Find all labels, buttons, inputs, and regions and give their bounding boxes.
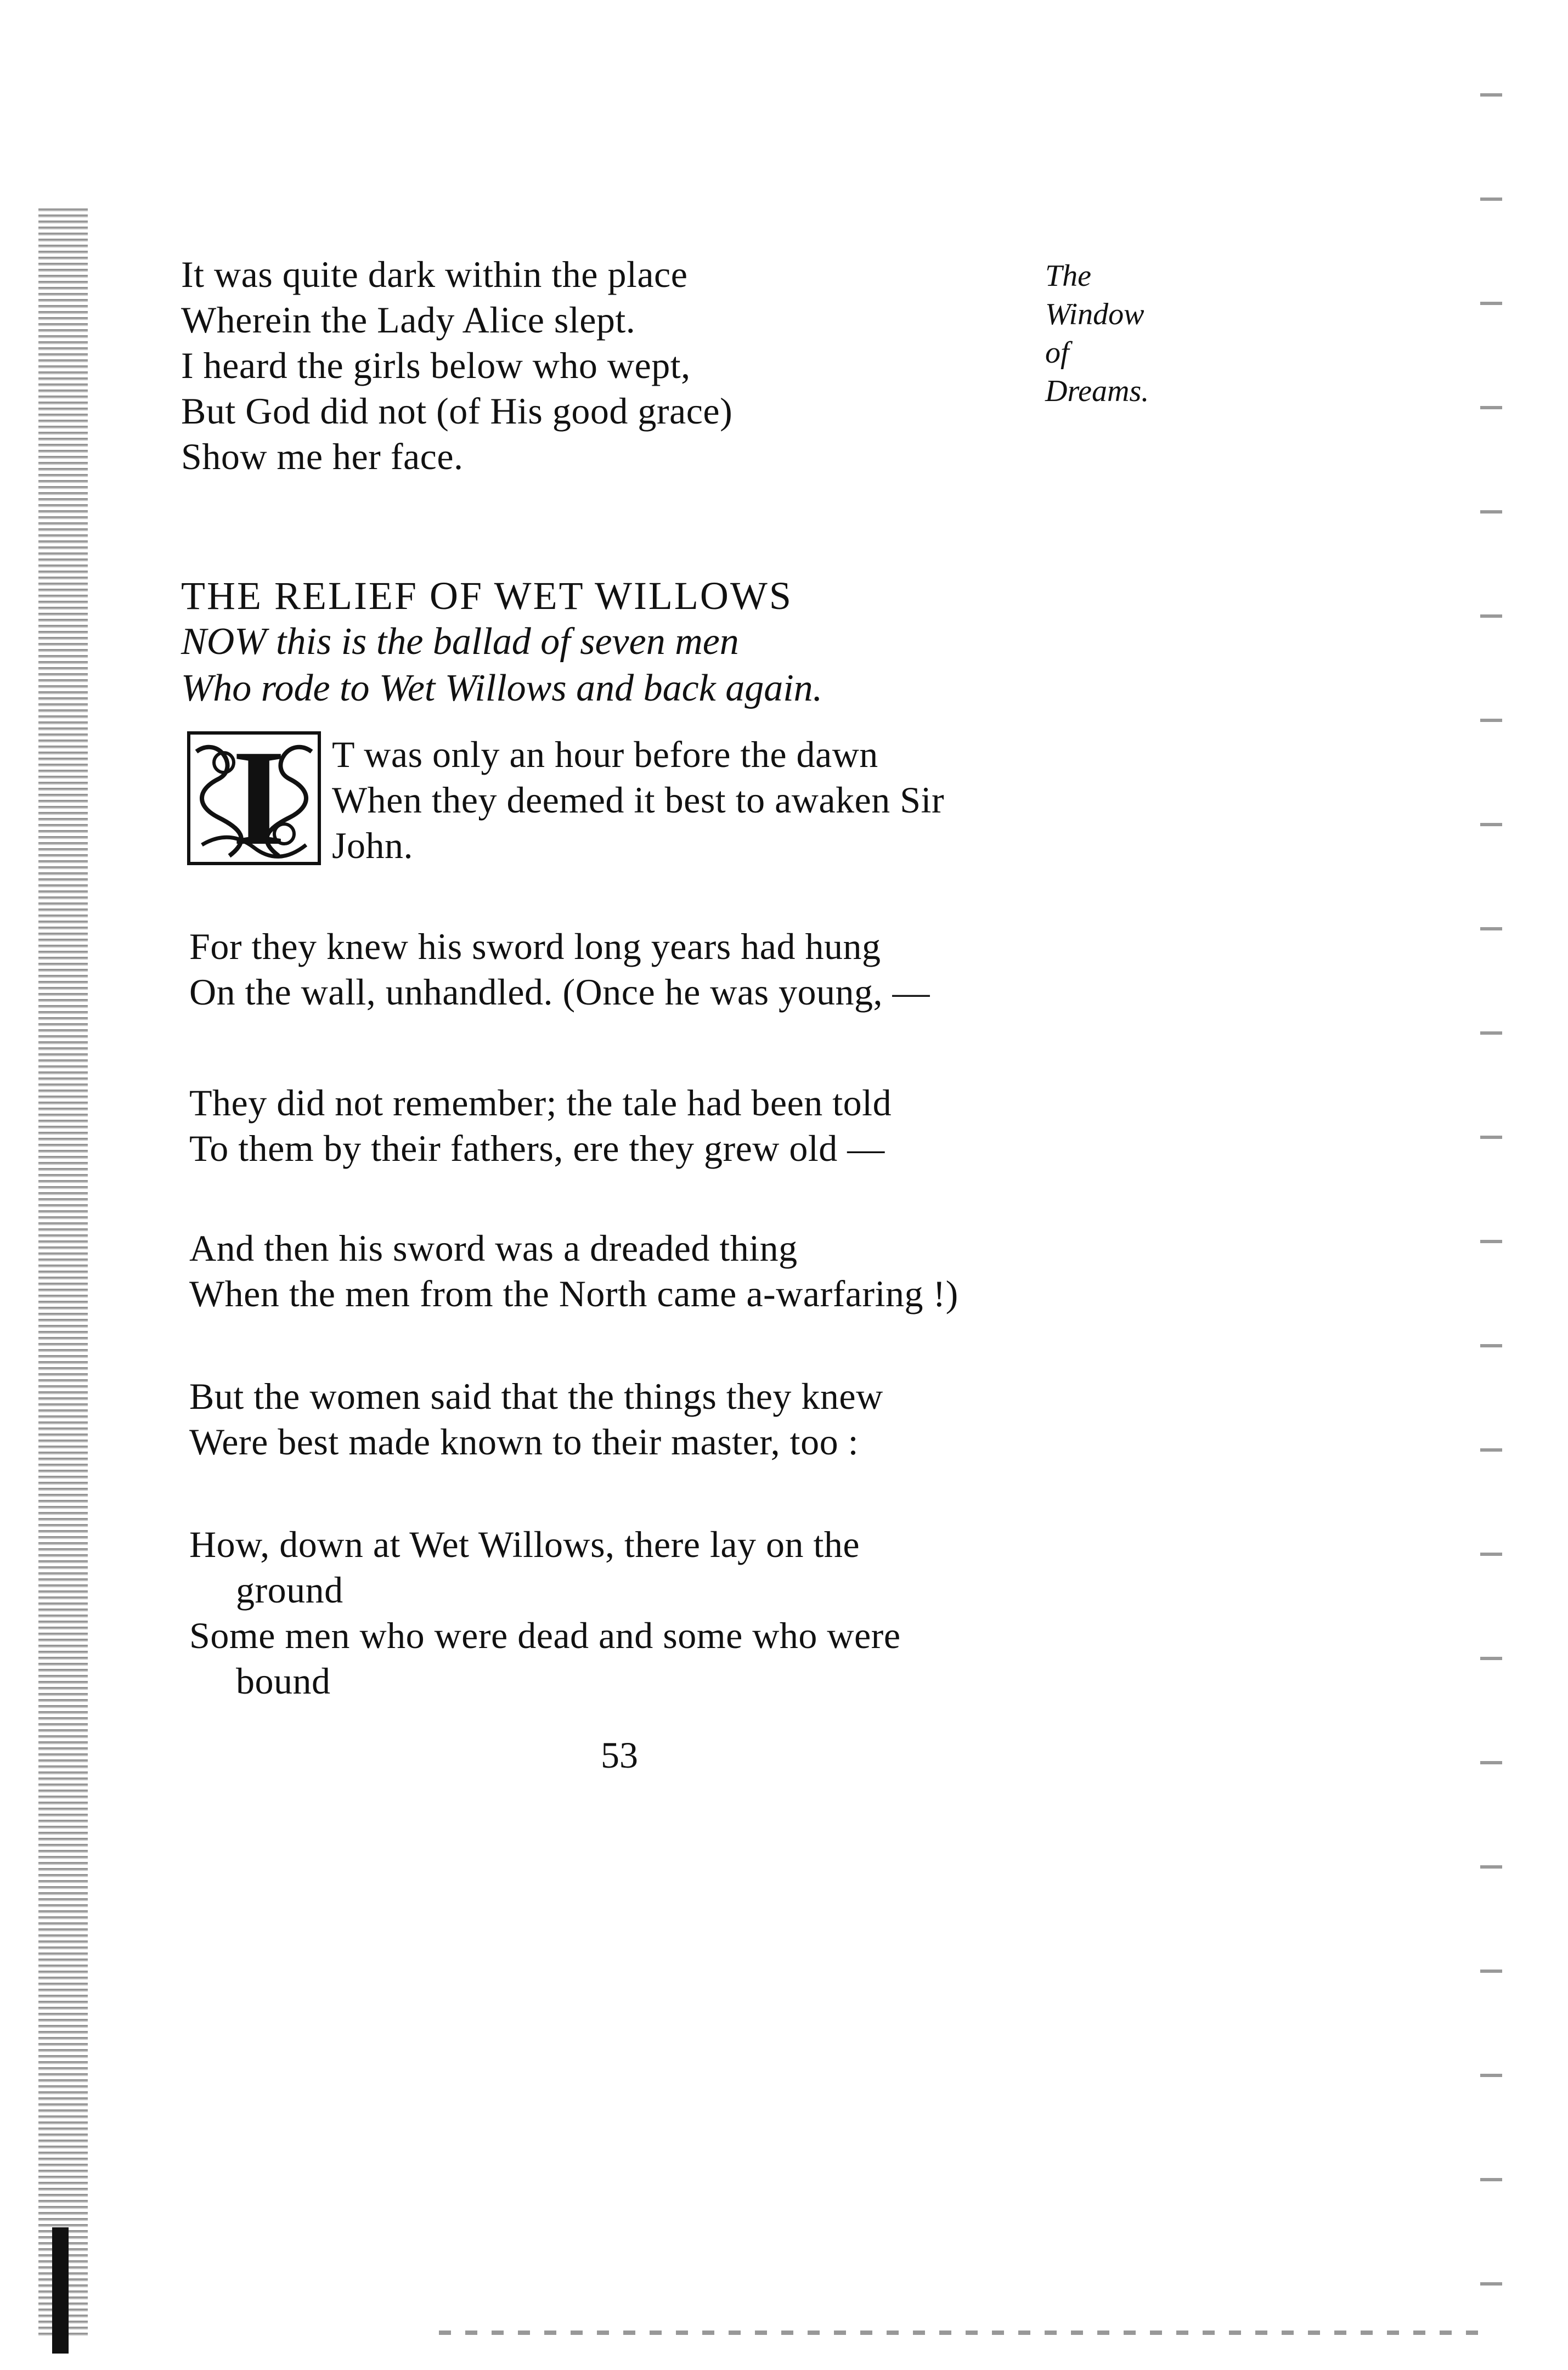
page-number: 53: [601, 1734, 638, 1776]
poem-line: For they knew his sword long years had hung: [189, 926, 881, 967]
epigraph-line: Who rode to Wet Willows and back again.: [181, 667, 823, 709]
page-edge-marks: [1480, 44, 1502, 2348]
poem-line: ground: [236, 1569, 343, 1611]
poem-line: Some men who were dead and some who were: [189, 1615, 901, 1656]
sidenote-line: The: [1045, 259, 1091, 293]
poem-line: When they deemed it best to awaken Sir: [332, 779, 945, 821]
poem-line: And then his sword was a dreaded thing: [189, 1227, 798, 1269]
ornamental-drop-cap: [185, 722, 323, 874]
poem-line: It was quite dark within the place: [181, 253, 688, 295]
poem-line: How, down at Wet Willows, there lay on the: [189, 1523, 860, 1565]
poem-line: I heard the girls below who wept,: [181, 345, 691, 386]
binding-shadow: [52, 2227, 69, 2354]
poem-line: But God did not (of His good grace): [181, 390, 733, 432]
poem-line: Show me her face.: [181, 436, 464, 477]
poem-line: To them by their fathers, ere they grew old —: [189, 1127, 885, 1169]
poem-line: John.: [332, 825, 413, 866]
sidenote-line: of: [1045, 336, 1069, 370]
poem-line: Wherein the Lady Alice slept.: [181, 299, 636, 341]
bottom-scuff: [439, 2330, 1481, 2335]
poem-title: THE RELIEF OF WET WILLOWS: [181, 574, 793, 618]
poem-line: But the women said that the things they knew: [189, 1375, 883, 1417]
poem-line: When the men from the North came a-warfaring !): [189, 1273, 958, 1314]
poem-line: On the wall, unhandled. (Once he was young, —: [189, 971, 930, 1013]
poem-line: bound: [236, 1660, 331, 1702]
poem-line: Were best made known to their master, too :: [189, 1421, 859, 1463]
poem-line: T was only an hour before the dawn: [332, 733, 878, 775]
drop-cap-letter: I: [232, 722, 286, 874]
epigraph-line: NOW this is the ballad of seven men: [181, 620, 739, 663]
sidenote-line: Window: [1045, 297, 1144, 331]
sidenote-line: Dreams.: [1045, 374, 1149, 408]
poem-line: They did not remember; the tale had been told: [189, 1082, 892, 1124]
binding-edge: [38, 208, 88, 2337]
